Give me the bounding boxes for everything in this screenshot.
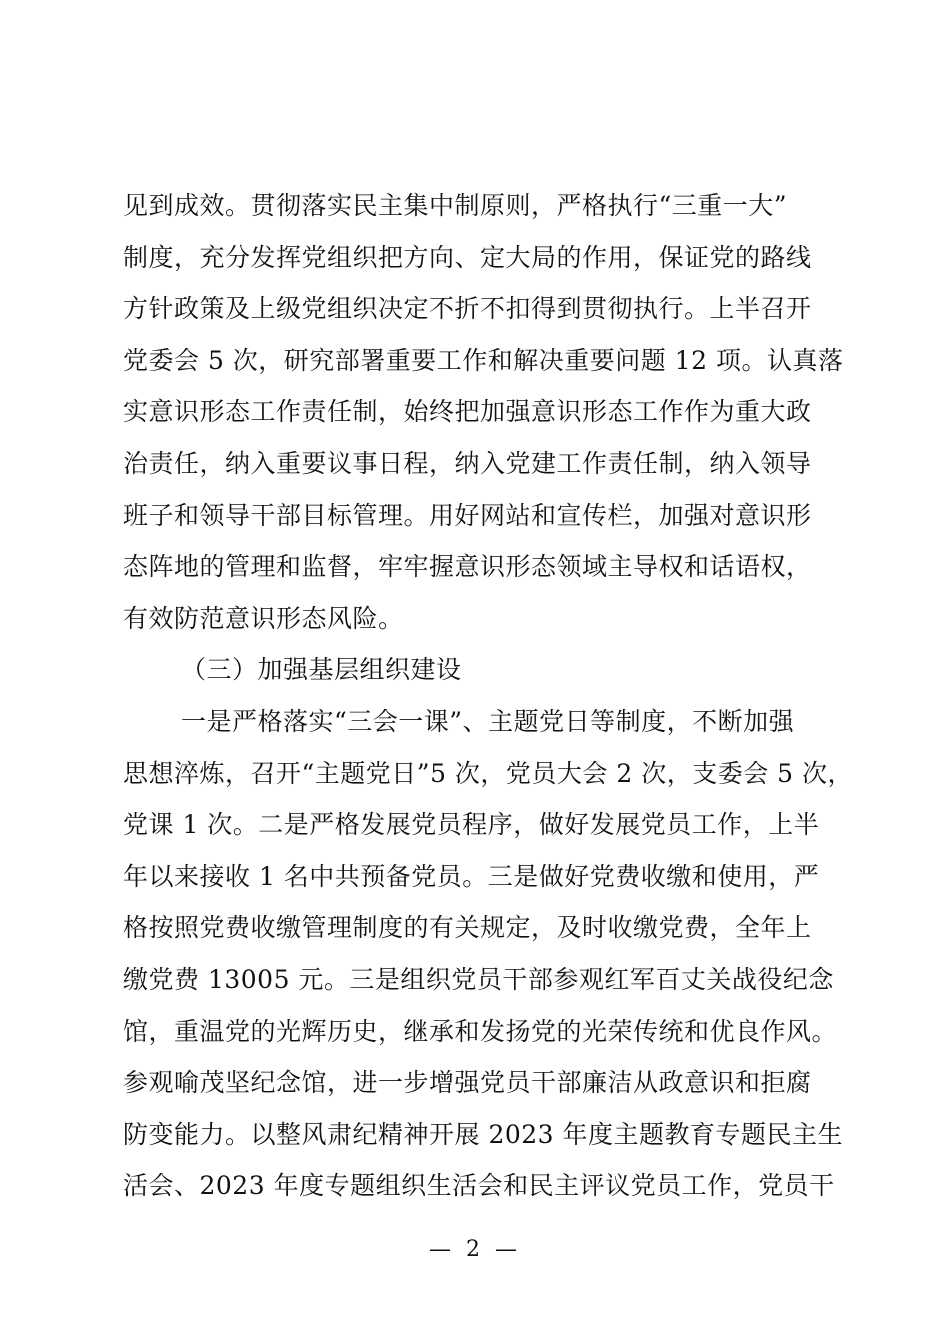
body-text	[123, 180, 854, 1212]
text-line: 班子和领导干部目标管理。用好网站和宣传栏，加强对意识形	[123, 500, 812, 530]
text-line: 年以来接收 1 名中共预备党员。三是做好党费收缴和使用，严	[123, 861, 820, 891]
text-line: 馆，重温党的光辉历史，继承和发扬党的光荣传统和优良作风。	[123, 1016, 838, 1046]
page-number: — 2 —	[429, 1237, 521, 1262]
text-line: 治责任，纳入重要议事日程，纳入党建工作责任制，纳入领导	[123, 448, 812, 478]
section-heading: （三）加强基层组织建设	[181, 655, 462, 685]
text-line: 格按照党费收缴管理制度的有关规定，及时收缴党费，全年上	[123, 913, 812, 943]
text-line: 党课 1 次。二是严格发展党员程序，做好发展党员工作，上半	[123, 810, 820, 840]
text-line: 思想淬炼，召开“主题党日”5 次，党员大会 2 次，支委会 5 次，	[123, 758, 854, 788]
text-line: 制度，充分发挥党组织把方向、定大局的作用，保证党的路线	[123, 242, 812, 272]
text-line: 方针政策及上级党组织决定不折不扣得到贯彻执行。上半召开	[123, 294, 812, 324]
text-line: 有效防范意识形态风险。	[123, 603, 404, 633]
text-line: 缴党费 13005 元。三是组织党员干部参观红军百丈关战役纪念	[123, 964, 834, 994]
text-line: 防变能力。以整风肃纪精神开展 2023 年度主题教育专题民主生	[123, 1119, 844, 1149]
text-line: 态阵地的管理和监督，牢牢握意识形态领域主导权和话语权，	[123, 552, 812, 582]
text-line: 活会、2023 年度专题组织生活会和民主评议党员工作，党员干	[123, 1171, 835, 1201]
text-line: 见到成效。贯彻落实民主集中制原则，严格执行“三重一大”	[123, 191, 788, 220]
text-line: 实意识形态工作责任制，始终把加强意识形态工作作为重大政	[123, 397, 812, 427]
text-line: 参观喻茂坚纪念馆，进一步增强党员干部廉洁从政意识和拒腐	[123, 1068, 812, 1098]
paragraph-first-line: 一是严格落实“三会一课”、主题党日等制度，不断加强	[181, 706, 795, 736]
text-line: 党委会 5 次，研究部署重要工作和解决重要问题 12 项。认真落	[123, 345, 844, 375]
